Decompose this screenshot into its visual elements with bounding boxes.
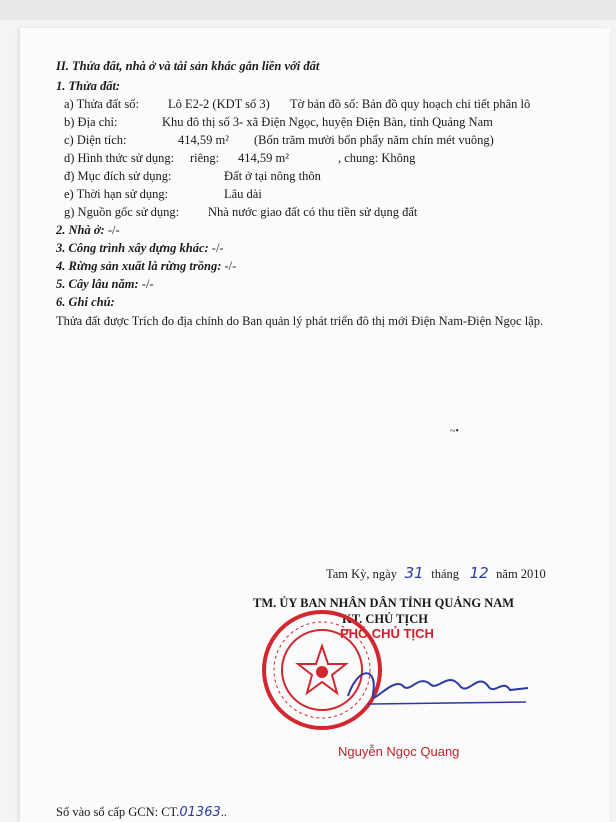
notes-title: 6. Ghi chú: [56, 295, 115, 309]
forest-title: 4. Rừng sản xuất là rừng trồng: [56, 259, 222, 273]
registry-label: Số vào sổ cấp GCN: CT. [56, 805, 180, 819]
forest-value: -/- [224, 259, 237, 273]
signing-org: TM. ỦY BAN NHÂN DÂN TỈNH QUẢNG NAM [253, 596, 515, 610]
row-area [64, 132, 494, 148]
perennial-value: -/- [141, 277, 154, 291]
row-value: Lâu dài [224, 187, 262, 201]
row-value: 414,59 m² [178, 133, 229, 147]
other-construction-row [56, 240, 224, 256]
other-construction-value: -/- [211, 241, 224, 255]
row-label: g) Nguồn gốc sử dụng: [64, 205, 180, 219]
perennial-row [56, 276, 154, 292]
issue-day: 31 [404, 564, 424, 582]
notes-text: Thửa đất được Trích đo địa chính do Ban quản lý phát triển đô thị mới Điện Nam-Điện Ngọc lập. [56, 314, 544, 328]
forest-row [56, 258, 236, 274]
row-origin [64, 204, 417, 220]
housing-value: -/- [107, 223, 120, 237]
kt-chairman: KT. CHỦ TỊCH [342, 612, 429, 626]
certificate-page [20, 28, 610, 822]
signer-name: Nguyễn Ngọc Quang [338, 744, 460, 759]
row-purpose [64, 168, 321, 184]
month-label: tháng [431, 567, 460, 581]
row-plot-number [64, 96, 530, 112]
row-label: đ) Mục đích sử dụng: [64, 169, 172, 183]
viewer-top-bar [0, 0, 616, 20]
year-label: năm 2010 [496, 567, 546, 581]
row-term [64, 186, 262, 202]
row-value: Khu đô thị số 3- xã Điện Ngọc, huyện Điện Bàn, tỉnh Quảng Nam [162, 115, 493, 129]
row-address [64, 114, 493, 130]
area-in-words: (Bốn trăm mười bốn phẩy năm chín mét vuông) [254, 133, 494, 147]
issue-place: Tam Kỳ, ngày [326, 567, 397, 581]
shared-area: , chung: Không [338, 151, 416, 165]
issue-month: 12 [469, 564, 489, 582]
perennial-title: 5. Cây lâu năm: [56, 277, 139, 291]
private-label: riêng: [190, 151, 220, 165]
section-heading: II. Thửa đất, nhà ở và tài sản khác gắn liền với đất [56, 59, 320, 73]
private-area: 414,59 m² [238, 151, 289, 165]
map-sheet: Tờ bản đồ số: Bản đồ quy hoạch chi tiết phân lô [290, 97, 531, 111]
land-plot-title: 1. Thửa đất: [56, 79, 121, 93]
row-value: Đất ở tại nông thôn [224, 169, 321, 183]
housing-title: 2. Nhà ở: [56, 223, 105, 237]
ink-speck: ~• [450, 426, 459, 437]
row-usage-form [64, 150, 415, 166]
vice-chairman-title: PHÓ CHỦ TỊCH [340, 626, 434, 641]
registry-trail: .. [220, 805, 227, 819]
row-label: d) Hình thức sử dụng: [64, 151, 175, 165]
row-label: c) Diện tích: [64, 133, 127, 147]
registry-number [56, 804, 227, 821]
row-label: e) Thời hạn sử dụng: [64, 187, 169, 201]
handwritten-signature [338, 656, 538, 716]
registry-value: 01363 [179, 805, 221, 820]
other-construction-title: 3. Công trình xây dựng khác: [56, 241, 209, 255]
row-label: b) Địa chỉ: [64, 115, 118, 129]
row-label: a) Thửa đất số: [64, 97, 139, 111]
housing-row [56, 222, 120, 238]
row-value: Lô E2-2 (KDT số 3) [168, 97, 270, 111]
row-value: Nhà nước giao đất có thu tiền sử dụng đất [208, 205, 418, 219]
issue-date [326, 565, 546, 582]
